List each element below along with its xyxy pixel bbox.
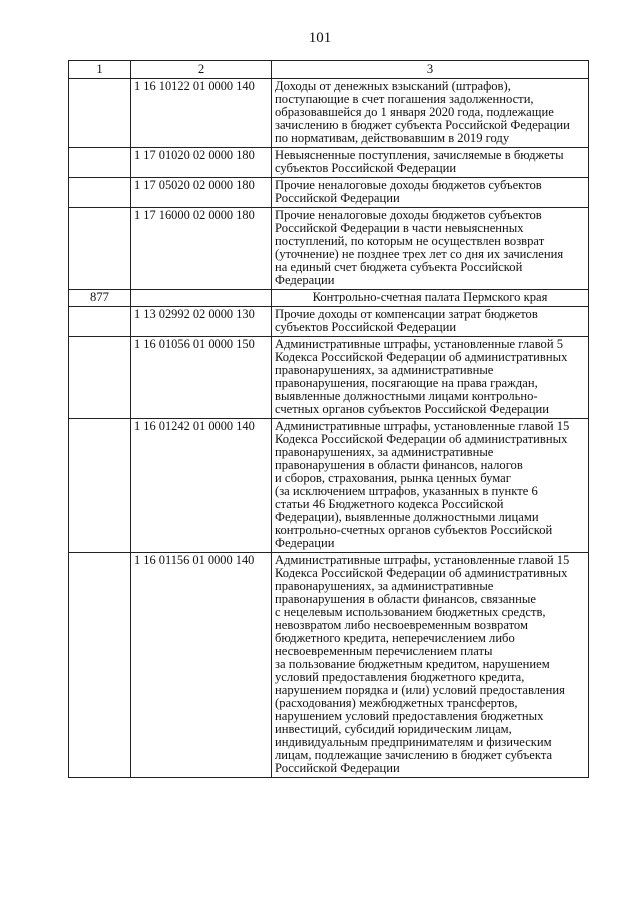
description-cell [272, 307, 589, 337]
description-line: Административные штрафы, установленные главой 5 [275, 337, 564, 351]
description-line: нарушением условий предоставления бюджетных [275, 709, 544, 723]
description-line: Невыясненные поступления, зачисляемые в бюджеты [275, 148, 564, 162]
description-line: Административные штрафы, установленные главой 15 [275, 419, 570, 433]
description-line: контрольно-счетных органов субъектов Российской [275, 523, 553, 537]
description-cell [272, 553, 589, 778]
description-line: Кодекса Российской Федерации об административных [275, 432, 568, 446]
description-cell [272, 79, 589, 148]
description-line: индивидуальным предпринимателям и физическим [275, 735, 552, 749]
table-row [69, 79, 589, 148]
description-line: субъектов Российской Федерации [275, 161, 457, 175]
description-line: Федерации [275, 536, 335, 550]
description-line: выявленные должностными лицами контрольно- [275, 389, 538, 403]
description-cell [272, 208, 589, 290]
revenue-code-cell: 1 17 05020 02 0000 180 [131, 178, 272, 208]
description-line: (за исключением штрафов, указанных в пункте 6 [275, 484, 538, 498]
description-line: Доходы от денежных взысканий (штрафов), [275, 79, 511, 93]
column-header-2: 2 [131, 61, 272, 79]
description-line: Российской Федерации в части невыясненных [275, 221, 524, 235]
description-cell [272, 178, 589, 208]
description-line: правонарушениях, за административные [275, 363, 494, 377]
table-row [69, 419, 589, 553]
column-header-3: 3 [272, 61, 589, 79]
revenue-code-cell: 1 16 01156 01 0000 140 [131, 553, 272, 778]
description-line: невозвратом либо несвоевременным возвратом [275, 618, 528, 632]
description-line: правонарушения в области финансов, связанные [275, 592, 536, 606]
admin-code-cell [69, 208, 131, 290]
description-line: по нормативам, действовавшим в 2019 году [275, 131, 510, 145]
revenue-code-cell: 1 16 10122 01 0000 140 [131, 79, 272, 148]
description-line: лицам, подлежащие зачислению в бюджет субъекта [275, 748, 553, 762]
description-line: инвестиций, субсидий юридическим лицам, [275, 722, 512, 736]
description-line: Прочие неналоговые доходы бюджетов субъектов [275, 178, 542, 192]
description-line: несвоевременным перечислением платы [275, 644, 493, 658]
description-line: Прочие неналоговые доходы бюджетов субъектов [275, 208, 542, 222]
table-body [69, 79, 589, 778]
description-line: правонарушения, посягающие на права граждан, [275, 376, 538, 390]
table-row [69, 148, 589, 178]
page-number: 101 [308, 30, 332, 46]
description-line: Административные штрафы, установленные главой 15 [275, 553, 570, 567]
description-line: правонарушениях, за административные [275, 445, 494, 459]
organization-name-cell [272, 290, 589, 307]
description-cell [272, 337, 589, 419]
admin-code-cell [69, 148, 131, 178]
description-line: с нецелевым использованием бюджетных средств, [275, 605, 546, 619]
description-line: на единый счет бюджета субъекта Российской [275, 260, 523, 274]
description-line: образовавшейся до 1 января 2020 года, подлежащие [275, 105, 554, 119]
description-line: зачислению в бюджет субъекта Российской Федерации [275, 118, 570, 132]
description-line: Кодекса Российской Федерации об административных [275, 350, 568, 364]
table-row [69, 337, 589, 419]
description-cell [272, 419, 589, 553]
table-row [69, 553, 589, 778]
description-line: счетных органов субъектов Российской Федерации [275, 402, 550, 416]
revenue-code-cell: 1 17 16000 02 0000 180 [131, 208, 272, 290]
admin-code-cell [69, 79, 131, 148]
revenue-code-cell: 1 13 02992 02 0000 130 [131, 307, 272, 337]
description-line: правонарушениях, за административные [275, 579, 494, 593]
budget-revenue-table [68, 60, 589, 778]
description-line: поступающие в счет погашения задолженности, [275, 92, 534, 106]
admin-code-cell: 877 [69, 290, 131, 307]
table-row [69, 307, 589, 337]
description-line: Российской Федерации [275, 191, 400, 205]
description-line: Федерации), выявленные должностными лицами [275, 510, 539, 524]
organization-row [69, 290, 589, 307]
admin-code-cell [69, 553, 131, 778]
description-line: правонарушения в области финансов, налогов [275, 458, 523, 472]
admin-code-cell [69, 307, 131, 337]
description-line: (уточнение) не позднее трех лет со дня их зачисления [275, 247, 564, 261]
description-line: (расходования) межбюджетных трансфертов, [275, 696, 518, 710]
admin-code-cell [69, 337, 131, 419]
description-line: Прочие доходы от компенсации затрат бюджетов [275, 307, 538, 321]
revenue-code-cell: 1 16 01056 01 0000 150 [131, 337, 272, 419]
table-header-row [69, 61, 589, 79]
revenue-code-cell [131, 290, 272, 307]
description-line: поступлений, по которым не осуществлен возврат [275, 234, 545, 248]
column-header-1: 1 [69, 61, 131, 79]
revenue-code-cell: 1 16 01242 01 0000 140 [131, 419, 272, 553]
description-line: нарушением порядка и (или) условий предоставления [275, 683, 565, 697]
description-line: условий предоставления бюджетного кредита, [275, 670, 525, 684]
admin-code-cell [69, 419, 131, 553]
revenue-code-cell: 1 17 01020 02 0000 180 [131, 148, 272, 178]
description-line: бюджетного кредита, неперечислением либо [275, 631, 515, 645]
description-line: Российской Федерации [275, 761, 400, 775]
table-row [69, 208, 589, 290]
description-cell [272, 148, 589, 178]
table-row [69, 178, 589, 208]
description-line: Федерации [275, 273, 335, 287]
description-line: Кодекса Российской Федерации об административных [275, 566, 568, 580]
description-line: субъектов Российской Федерации [275, 320, 457, 334]
description-line: за пользование бюджетным кредитом, нарушением [275, 657, 550, 671]
description-line: статьи 46 Бюджетного кодекса Российской [275, 497, 504, 511]
admin-code-cell [69, 178, 131, 208]
description-line: и сборов, страхования, рынка ценных бумаг [275, 471, 511, 485]
description-line: Контрольно-счетная палата Пермского края [312, 290, 548, 304]
